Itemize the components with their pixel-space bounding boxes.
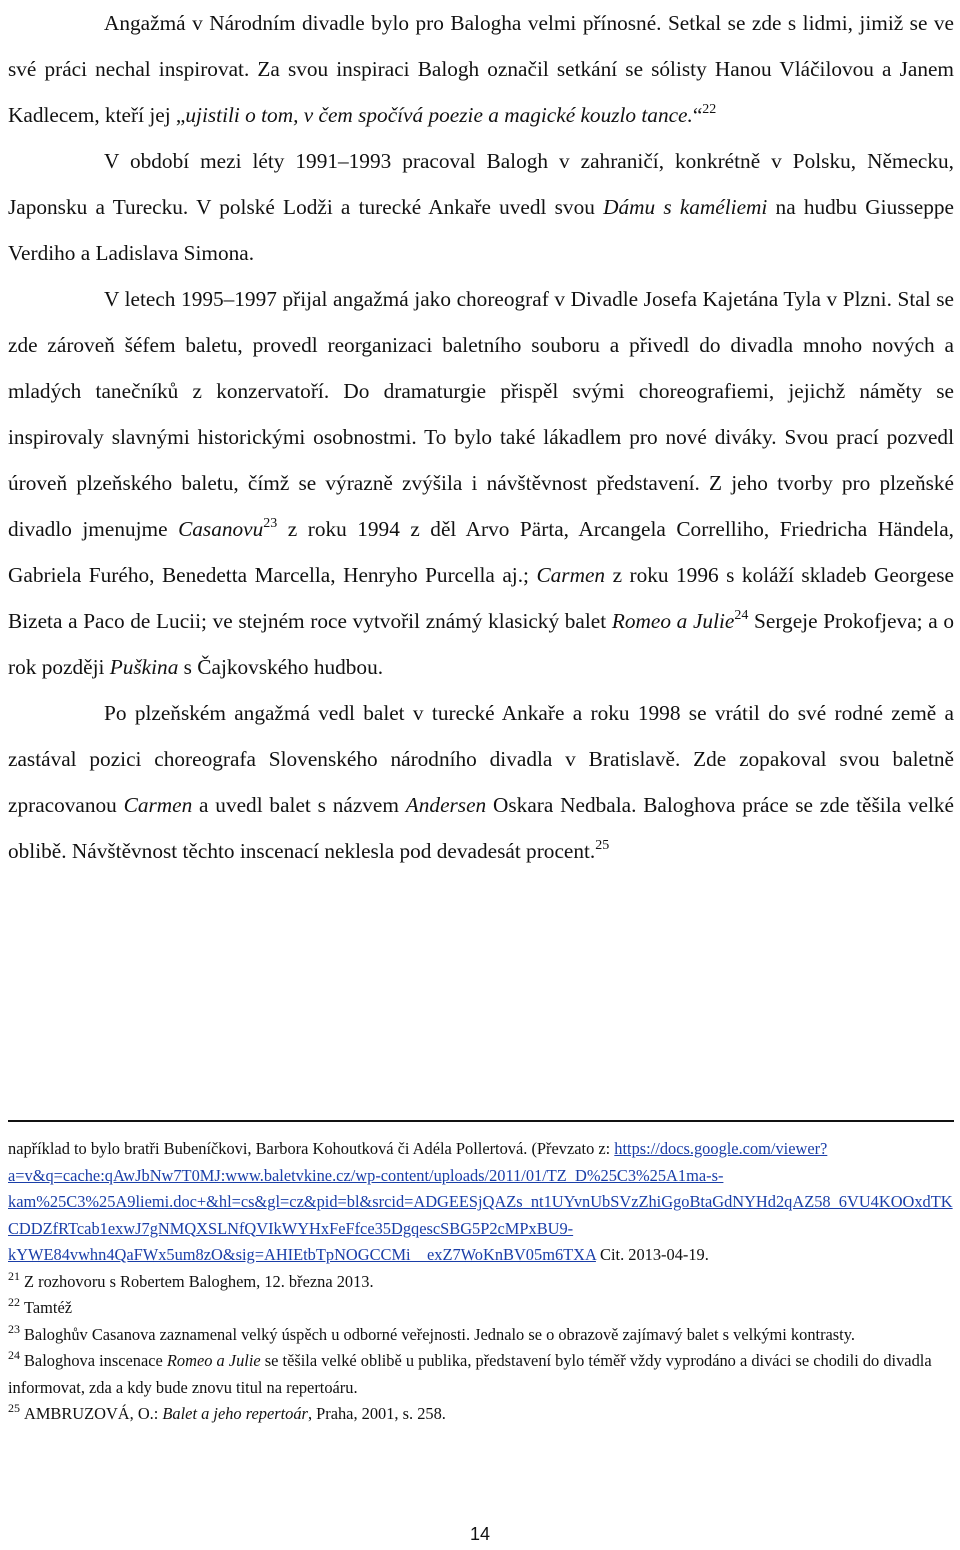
footnote-continuation: například to bylo bratři Bubeníčkovi, Barbora Kohoutková či Adéla Pollertová. (Převzato z: https://docs.google.com/viewer?a=v&q=cache:qAwJbNw7T0MJ:www.baletvkine.cz/wp-content/uploads/2011/01/TZ_D%25C3%25A1ma-s-kam%25C3%25A9liemi.doc+&hl=cs&gl=cz&pid=bl&srcid=ADGEESjQAZs_nt1UYvnUbSVzZhiGgoBtaGdNYHd2qAZ58_6VU4KOOxdTKCDDZfRTcab1exwJ7gNMQXSLNfQVIkWYHxFeFfce35DgqescSBG5P2cMPxBU9-kYWE84vwhn4QaFWx5um8zO&sig=AHIEtbTpNOGCCMi__exZ7WoKnBV05m6TXA Cit. 2013-04-19. <box>8 1139 953 1264</box>
paragraph-4: Po plzeňském angažmá vedl balet v turecké Ankaře a roku 1998 se vrátil do své rodné země a zastával pozici choreografa Slovenského národního divadla v Bratislavě. Zde zopakoval svou baletně zpracovanou Carmen a uvedl balet s názvem Andersen Oskara Nedbala. Baloghova práce se zde těšila velké oblibě. Návštěvnost těchto inscenací neklesla pod devadesát procent.$^{25}$ <box>8 701 954 863</box>
footnote-22: $^{22}$ Tamtéž <box>8 1295 72 1317</box>
footnote-25: $^{25}$ AMBRUZOVÁ, O.: Balet a jeho repertoár, Praha, 2001, s. 258. <box>8 1401 446 1423</box>
footnote-ref-22[interactable]: 22 <box>702 102 717 117</box>
footnote-ref-24[interactable]: 24 <box>734 608 749 623</box>
footnotes-section <box>8 1120 954 1428</box>
footnote-23: $^{23}$ Baloghův Casanova zaznamenal velký úspěch u odborné veřejnosti. Jednalo se o obrazově zajímavý balet s velkými kontrasty. <box>8 1321 855 1344</box>
footnote-number: 24 <box>8 1348 20 1362</box>
quote-italic: ujistili o tom, v čem spočívá poezie a magické kouzlo tance. <box>185 103 693 127</box>
work-title: Romeo a Julie <box>166 1351 261 1370</box>
footnote-21: $^{21}$ Z rozhovoru s Robertem Baloghem, 12. března 2013. <box>8 1268 374 1291</box>
work-title: Balet a jeho repertoár <box>162 1404 308 1423</box>
paragraph-1: Angažmá v Národním divadle bylo pro Balogha velmi přínosné. Setkal se zde s lidmi, jimiž se ve své práci nechal inspirovat. Za svou inspiraci Balogh označil setkání se sólisty Hanou Vláčilovou a Janem Kadlecem, kteří jej „ujistili o tom, v čem spočívá poezie a magické kouzlo tance.“$^{22}$ <box>8 11 954 127</box>
footnote-number: 23 <box>8 1321 20 1336</box>
work-title: Puškina <box>109 655 179 679</box>
footnote-24: $^{24}$ Baloghova inscenace Romeo a Julie se těšila velké oblibě u publika, představení bylo téměř vždy vyprodáno a diváci se chodili do divadla informovat, zda a kdy bude znovu titul na repertoáru. <box>8 1348 932 1397</box>
footnote-separator <box>8 1120 954 1122</box>
work-title: Dámu s kaméliemi <box>603 195 768 219</box>
work-title: Carmen <box>536 563 606 587</box>
work-title: Andersen <box>405 793 487 817</box>
page-number: 14 <box>469 1524 491 1544</box>
footnote-number: 22 <box>8 1295 20 1309</box>
work-title: Carmen <box>123 793 193 817</box>
source-link[interactable]: https://docs.google.com/viewer?a=v&q=cache:qAwJbNw7T0MJ:www.baletvkine.cz/wp-content/uploads/2011/01/TZ_D%25C3%25A1ma-s-kam%25C3%25A9liemi.doc+&hl=cs&gl=cz&pid=bl&srcid=ADGEESjQAZs_nt1UYvnUbSVzZhiGgoBtaGdNYHd2qAZ58_6VU4KOOxdTKCDDZfRTcab1exwJ7gNMQXSLNfQVIkWYHxFeFfce35DgqescSBG5P2cMPxBU9-kYWE84vwhn4QaFWx5um8zO&sig=AHIEtbTpNOGCCMi__exZ7WoKnBV05m6TXA <box>8 1139 953 1264</box>
footnote-ref-25[interactable]: 25 <box>595 838 610 853</box>
work-title: Romeo a Julie <box>611 609 735 633</box>
paragraph-2: V období mezi léty 1991–1993 pracoval Balogh v zahraničí, konkrétně v Polsku, Německu, Japonsku a Turecku. V polské Lodži a turecké Ankaře uvedl svou Dámu s kaméliemi na hudbu Giusseppe Verdiho a Ladislava Simona. <box>8 149 954 265</box>
footnote-number: 21 <box>8 1268 20 1283</box>
footnote-ref-23[interactable]: 23 <box>263 516 278 531</box>
paragraph-3: V letech 1995–1997 přijal angažmá jako choreograf v Divadle Josefa Kajetána Tyla v Plzni. Stal se zde zároveň šéfem baletu, provedl reorganizaci baletního souboru a přivedl do divadla mnoho nových a mladých tanečníků z konzervatoří. Do dramaturgie přispěl svými choreografiemi, jejichž náměty se inspirovaly slavnými historickými osobnostmi. To bylo také lákadlem pro nové diváky. Svou prací pozvedl úroveň plzeňského baletu, čímž se výrazně zvýšila i návštěvnost představení. Z jeho tvorby pro plzeňské divadlo jmenujme Casanovu$^{23}$ z roku 1994 z děl Arvo Pärta, Arcangela Correlliho, Friedricha Händela, Gabriela Furého, Benedetta Marcella, Henryho Purcella aj.; Carmen z roku 1996 s koláží skladeb Georgese Bizeta a Paco de Lucii; ve stejném roce vytvořil známý klasický balet Romeo a Julie$^{24}$ Sergeje Prokofjeva; a o rok později Puškina s Čajkovského hudbou. <box>8 287 955 679</box>
work-title: Casanovu <box>178 517 264 541</box>
body-text <box>8 0 954 874</box>
footnote-number: 25 <box>8 1401 20 1415</box>
